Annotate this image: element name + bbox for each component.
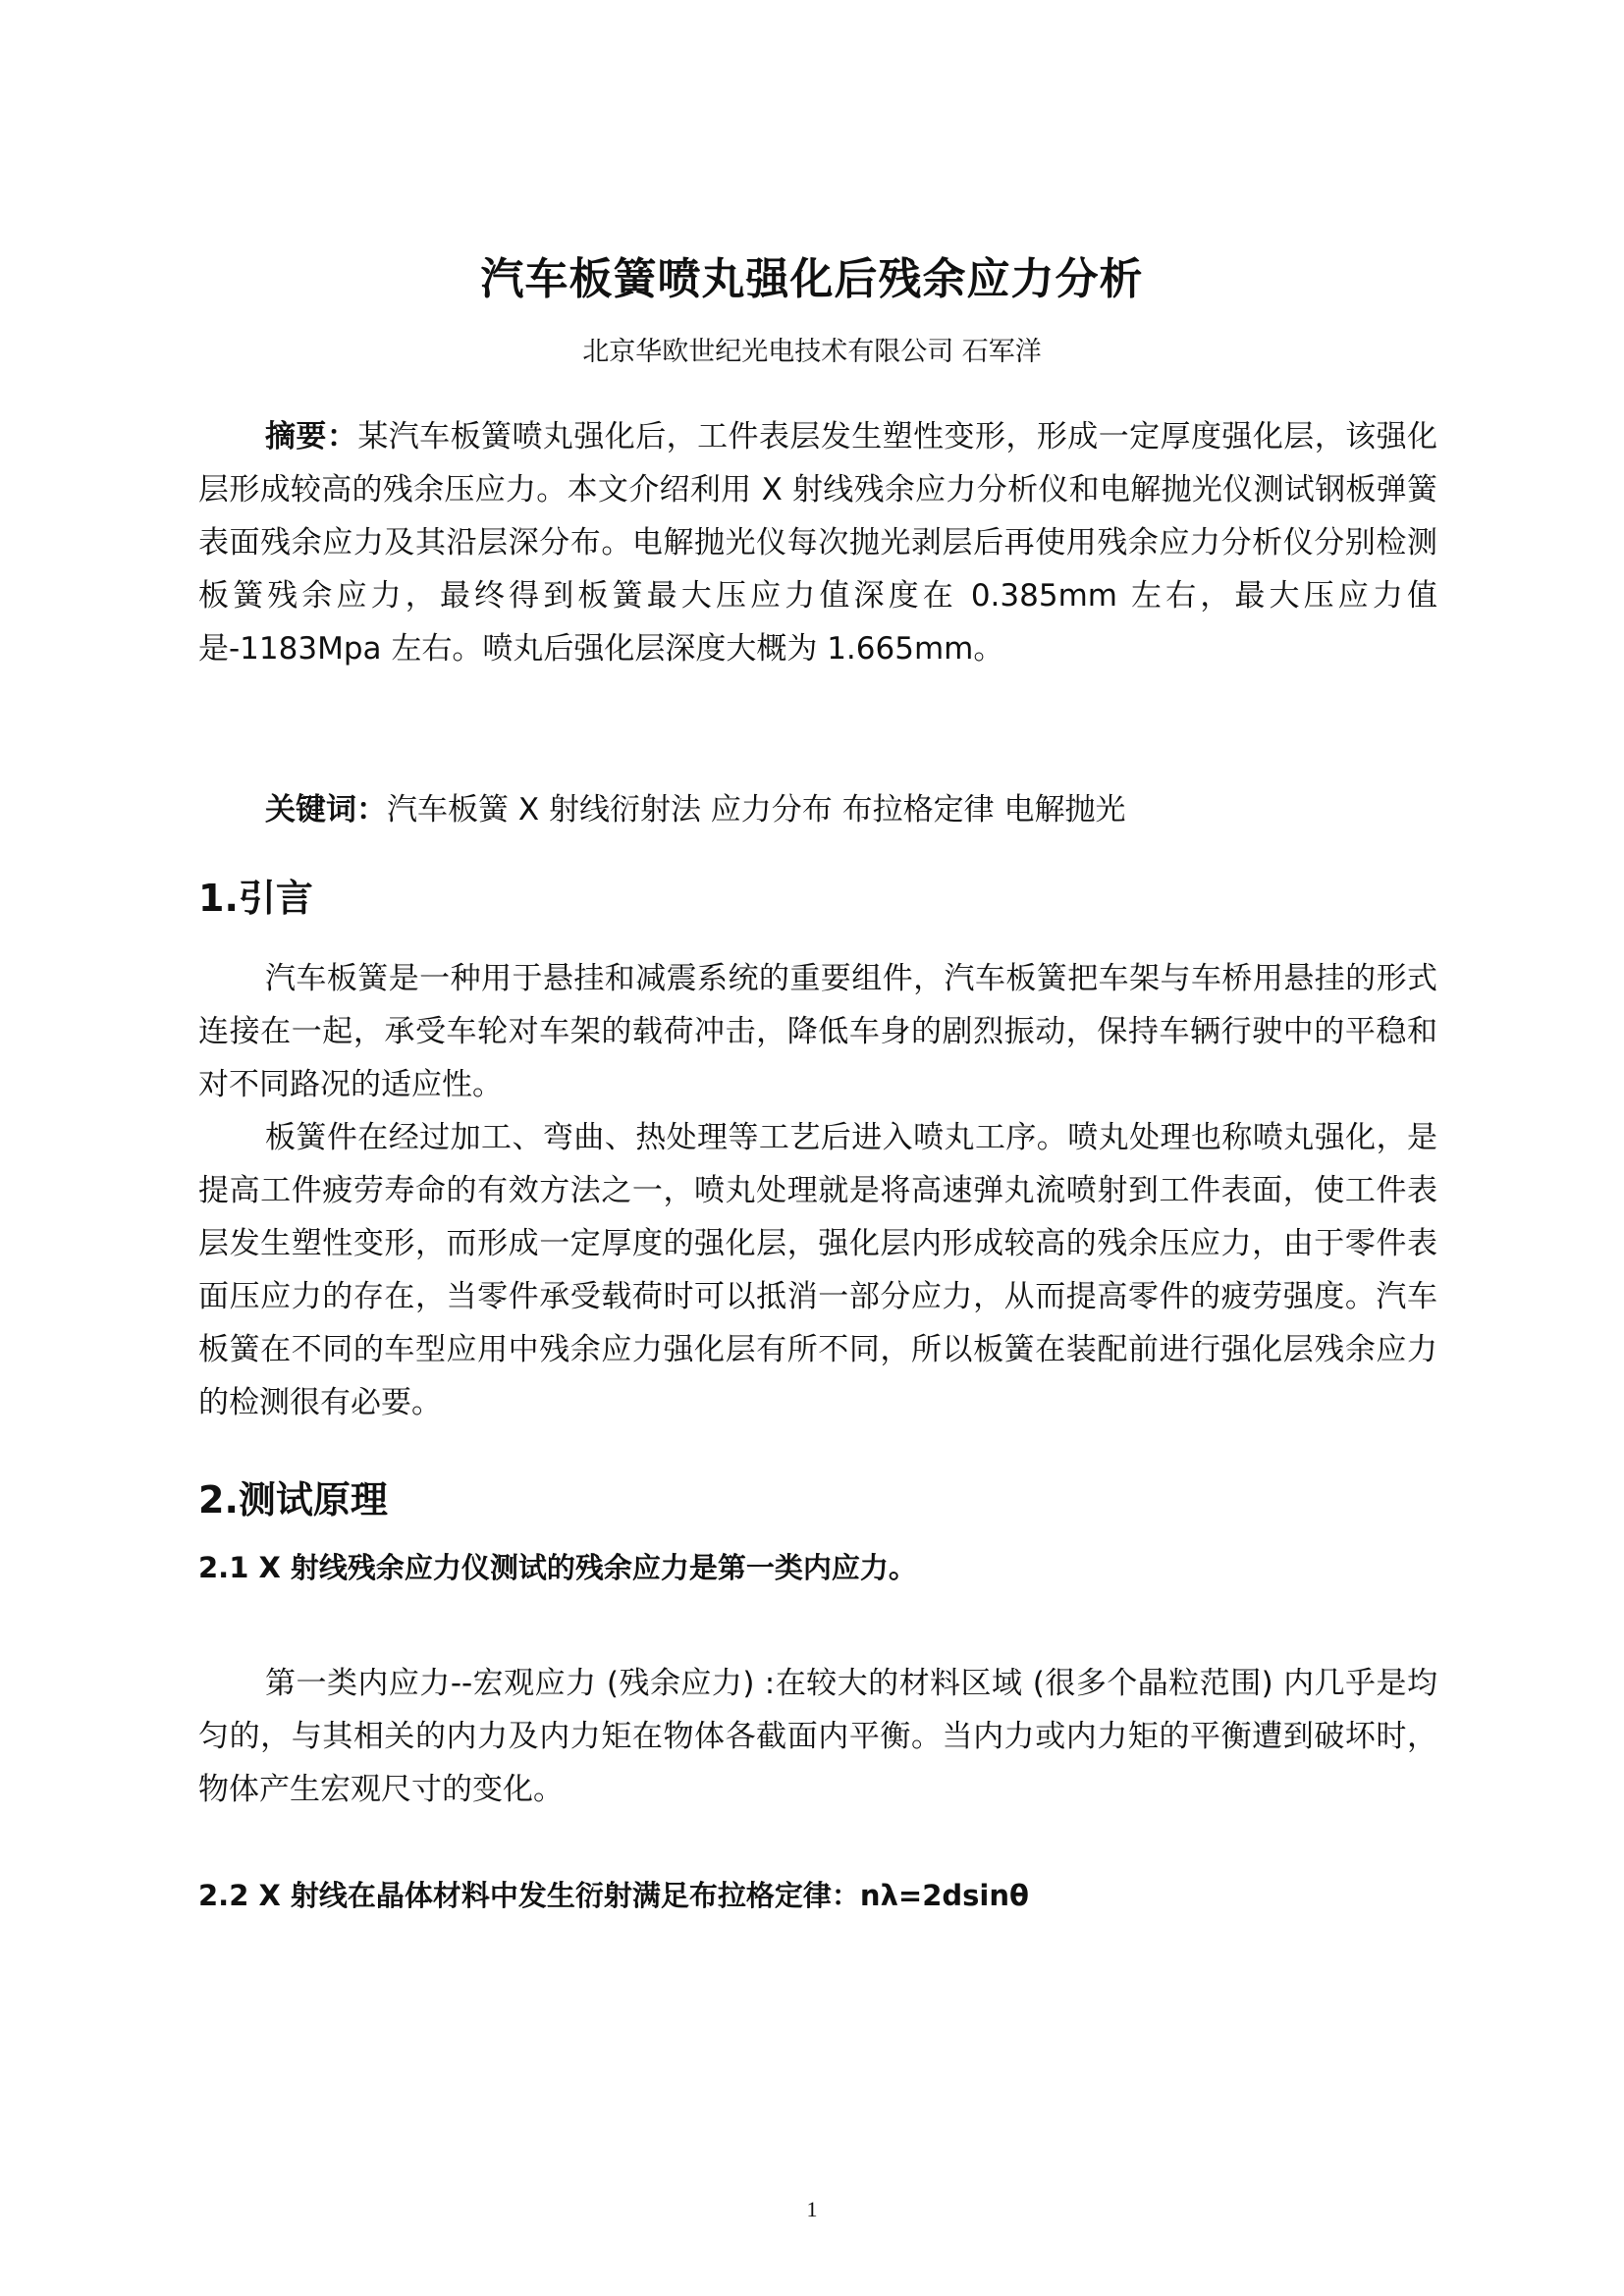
section-heading-intro: 1.引言 xyxy=(198,877,313,920)
page-number: 1 xyxy=(806,2197,818,2221)
keywords-text: 汽车板簧 X 射线衍射法 应力分布 布拉格定律 电解抛光 xyxy=(387,792,1126,828)
intro-paragraph: 板簧件在经过加工、弯曲、热处理等工艺后进入喷丸工序。喷丸处理也称喷丸强化，是提高工件疲劳寿命的有效方法之一，喷丸处理就是将高速弹丸流喷射到工件表面，使工件表层发生塑性变形，而形成一定厚度的强化层，强化层内形成较高的残余压应力，由于零件表面压应力的存在，当零件承受载荷时可以抵消一部分应力，从而提高零件的疲劳强度。汽车板簧在不同的车型应用中残余应力强化层有所不同，所以板簧在装配前进行强化层残余应力的检测很有必要。 xyxy=(198,1120,1437,1420)
subsection-2-1-paragraph: 第一类内应力--宏观应力 (残余应力) :在较大的材料区域 (很多个晶粒范围) 内几乎是均匀的，与其相关的内力及内力矩在物体各截面内平衡。当内力或内力矩的平衡遭到破坏时，物体产生宏观尺寸的变化。 xyxy=(198,1666,1437,1807)
intro-paragraph: 汽车板簧是一种用于悬挂和减震系统的重要组件，汽车板簧把车架与车桥用悬挂的形式连接在一起，承受车轮对车架的载荷冲击，降低车身的剧烈振动，保持车辆行驶中的平稳和对不同路况的适应性。 xyxy=(198,961,1437,1102)
abstract-label: 摘要： xyxy=(265,419,358,454)
abstract-text: 某汽车板簧喷丸强化后，工件表层发生塑性变形，形成一定厚度强化层，该强化层形成较高的残余压应力。本文介绍利用 X 射线残余应力分析仪和电解抛光仪测试钢板弹簧表面残余应力及其沿层深分布。电解抛光仪每次抛光剥层后再使用残余应力分析仪分别检测板簧残余应力，最终得到板簧最大压应力值深度在 0.385mm 左右，最大压应力值是-1183Mpa 左右。喷丸后强化层深度大概为 1.665mm。 xyxy=(198,419,1438,667)
subsection-heading-2-2: 2.2 X 射线在晶体材料中发生衍射满足布拉格定律：nλ=2dsinθ xyxy=(198,1879,1029,1912)
section-heading-principle: 2.测试原理 xyxy=(198,1478,388,1522)
abstract-paragraph xyxy=(198,410,1437,675)
intro-body xyxy=(198,952,1437,1429)
abstract-block xyxy=(198,410,1437,675)
keywords-block xyxy=(198,783,1437,836)
subsection-heading-2-1: 2.1 X 射线残余应力仪测试的残余应力是第一类内应力。 xyxy=(198,1551,917,1584)
subsection-2-1-body xyxy=(198,1657,1437,1816)
paper-title: 汽车板簧喷丸强化后残余应力分析 xyxy=(480,254,1144,304)
keywords-label: 关键词： xyxy=(265,792,387,828)
author-affiliation: 北京华欧世纪光电技术有限公司 石军洋 xyxy=(582,337,1042,367)
